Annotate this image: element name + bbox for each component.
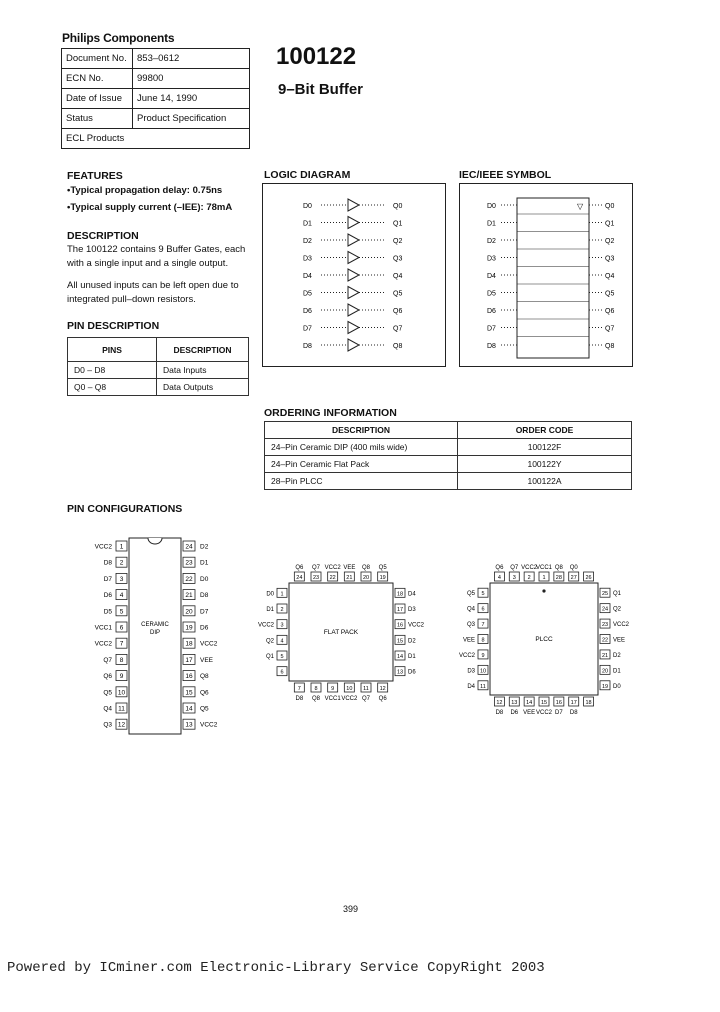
- pin-number: 9: [119, 673, 124, 681]
- input-label: D3: [487, 255, 496, 263]
- table-cell: 24–Pin Ceramic Flat Pack: [265, 456, 458, 473]
- table-header: ORDER CODE: [458, 422, 632, 439]
- output-label: Q3: [605, 255, 615, 263]
- pin-label: Q6: [378, 696, 387, 702]
- pin-label: D6: [200, 624, 209, 632]
- pin-number: 23: [185, 559, 193, 567]
- pin-number: 24: [296, 575, 303, 581]
- description-line: integrated pull–down resistors.: [67, 294, 196, 305]
- pin-label: D4: [467, 683, 475, 690]
- pin-number: 5: [481, 591, 485, 598]
- pin-label: Q7: [103, 656, 112, 664]
- output-label: Q6: [605, 308, 615, 315]
- pin-configurations-heading: PIN CONFIGURATIONS: [67, 503, 183, 515]
- pin-number: 17: [570, 700, 577, 706]
- table-cell: 100122F: [458, 439, 632, 456]
- pin-label: D0: [266, 591, 274, 598]
- pin-label: Q7: [510, 565, 519, 571]
- pin-label: Q2: [265, 638, 274, 645]
- pin-description-heading: PIN DESCRIPTION: [67, 320, 160, 332]
- pin-number: 21: [346, 575, 353, 581]
- pin-label: D3: [467, 668, 475, 675]
- pin-label: Q6: [103, 673, 112, 681]
- pin-label: Q5: [103, 689, 112, 697]
- pin-number: 7: [481, 622, 485, 629]
- pin-label: VCC2: [200, 721, 218, 729]
- package-label: PLCC: [535, 636, 553, 643]
- pin-number: 3: [119, 575, 124, 583]
- pin-label: Q8: [311, 696, 321, 702]
- input-label: D8: [487, 343, 496, 350]
- features-heading: FEATURES: [67, 170, 123, 182]
- pin-number: 18: [585, 700, 592, 706]
- pin-label: Q1: [265, 654, 274, 660]
- pin-number: 4: [497, 575, 501, 581]
- iec-symbol-svg: [460, 184, 632, 366]
- pin-label: Q2: [613, 606, 622, 613]
- pin-label: VCC2: [458, 652, 475, 659]
- pin-number: 26: [585, 575, 592, 581]
- pin-label: D8: [200, 592, 209, 600]
- pin-number: 8: [481, 637, 485, 644]
- pin-number: 3: [512, 575, 516, 581]
- pin-number: 9: [481, 652, 485, 659]
- pin-number: 13: [185, 721, 193, 729]
- pin-number: 23: [312, 575, 320, 581]
- pin-number: 7: [297, 686, 301, 692]
- pin-label: D8: [103, 559, 112, 567]
- buffer-gate: [348, 322, 359, 334]
- table-row: [265, 473, 632, 490]
- pin-number: 22: [185, 575, 193, 583]
- table-cell: Q0 – Q8: [68, 379, 157, 396]
- input-label: D6: [487, 308, 496, 315]
- table-cell: 28–Pin PLCC: [265, 473, 458, 490]
- pin-label: D1: [408, 654, 416, 660]
- iec-box: [517, 198, 589, 358]
- pin-label: Q8: [554, 565, 563, 571]
- table-cell: 99800: [133, 69, 250, 89]
- pin-number: 25: [601, 591, 609, 598]
- input-label: D7: [303, 325, 312, 333]
- pin-number: 7: [119, 640, 124, 648]
- pin-label: VCC2: [613, 622, 630, 629]
- pin-number: 4: [119, 592, 124, 600]
- pin-number: 20: [362, 575, 370, 581]
- pin-number: 10: [117, 689, 126, 697]
- input-label: D5: [303, 290, 312, 298]
- footer-copyright: Powered by ICminer.com Electronic-Library Service CopyRight 2003: [7, 960, 545, 976]
- feature-item: •Typical supply current (–IEE): 78mA: [67, 202, 233, 213]
- buffer-gate: [348, 199, 359, 211]
- pin-label: D3: [408, 607, 416, 613]
- part-number: 100122: [276, 43, 357, 70]
- output-label: Q0: [605, 203, 615, 210]
- pin-label: VEE: [343, 565, 356, 571]
- dip-package-diagram: [80, 530, 230, 740]
- buffer-gate: [348, 304, 359, 316]
- pin-label: VEE: [613, 637, 626, 644]
- output-label: Q8: [605, 343, 615, 350]
- ordering-table: [264, 421, 632, 490]
- table-row: [62, 69, 250, 89]
- pin-number: 3: [280, 622, 284, 629]
- document-info-table: [61, 48, 250, 149]
- buffer-gate: [348, 287, 359, 299]
- table-cell: June 14, 1990: [133, 89, 250, 109]
- pin-label: D8: [295, 696, 304, 702]
- pin-number: 6: [481, 606, 485, 613]
- pin-label: VCC1: [94, 624, 112, 632]
- pin-number: 1: [119, 543, 124, 551]
- input-label: D1: [303, 220, 312, 228]
- pin-label: D1: [613, 668, 621, 675]
- input-label: D3: [303, 255, 312, 263]
- pin-label: VCC2: [408, 622, 425, 629]
- pin-number: 13: [396, 669, 404, 676]
- input-label: D8: [303, 343, 312, 350]
- pin-number: 11: [363, 686, 369, 692]
- output-label: Q5: [605, 290, 615, 298]
- pin-number: 5: [280, 654, 284, 660]
- pin-number: 19: [601, 683, 609, 690]
- output-label: Q2: [605, 238, 615, 245]
- pin-label: D1: [266, 607, 274, 613]
- pin-label: Q0: [569, 565, 578, 571]
- pin-number: 19: [379, 575, 386, 581]
- table-row: [265, 456, 632, 473]
- table-row: [62, 89, 250, 109]
- pin-number: 2: [280, 607, 284, 613]
- pin-number: 17: [396, 607, 404, 613]
- pin-number: 18: [185, 640, 193, 648]
- pin-number: 20: [185, 608, 193, 616]
- pin-number: 28: [555, 575, 562, 581]
- output-label: Q6: [393, 308, 403, 315]
- table-header: PINS: [68, 338, 157, 362]
- pin-number: 19: [185, 624, 193, 632]
- pin-number: 27: [570, 575, 577, 581]
- pin-number: 11: [118, 705, 125, 713]
- table-cell: Product Specification: [133, 109, 250, 129]
- pin-label: Q8: [200, 673, 209, 681]
- pin-number: 17: [185, 656, 193, 664]
- pin-number: 23: [601, 622, 609, 629]
- pin-number: 15: [396, 638, 404, 645]
- buffer-symbol-icon: ▽: [577, 202, 584, 211]
- table-row: [68, 379, 249, 396]
- pin-label: D6: [510, 710, 519, 716]
- pin-number: 16: [555, 700, 562, 706]
- table-cell: Status: [62, 109, 133, 129]
- input-label: D2: [303, 238, 312, 245]
- input-label: D2: [487, 238, 496, 245]
- table-cell: D0 – D8: [68, 362, 157, 379]
- table-cell: 853–0612: [133, 49, 250, 69]
- pin-label: Q4: [103, 705, 112, 713]
- pin-number: 14: [396, 654, 404, 660]
- company-name: Philips Components: [62, 31, 175, 45]
- pin-number: 1: [280, 591, 284, 598]
- pin-number: 12: [496, 700, 503, 706]
- pin1-marker-icon: [542, 589, 545, 592]
- output-label: Q7: [393, 325, 403, 333]
- logic-diagram-svg: [263, 184, 445, 366]
- pin-label: Q3: [103, 721, 112, 729]
- package-label: FLAT PACK: [323, 629, 359, 636]
- buffer-gate: [348, 339, 359, 351]
- pin-label: VCC2: [521, 565, 538, 571]
- output-label: Q1: [393, 220, 403, 228]
- table-cell: 100122Y: [458, 456, 632, 473]
- table-header: DESCRIPTION: [265, 422, 458, 439]
- pin-number: 15: [185, 689, 193, 697]
- pin-label: Q6: [495, 565, 504, 571]
- table-header: DESCRIPTION: [157, 338, 249, 362]
- pin-number: 6: [119, 624, 124, 632]
- pin-label: VCC2: [341, 696, 358, 702]
- pin-number: 22: [601, 637, 609, 644]
- description-heading: DESCRIPTION: [67, 230, 139, 242]
- pin-label: D0: [613, 683, 621, 690]
- dip-body: [129, 538, 181, 734]
- pin-number: 18: [396, 591, 404, 598]
- buffer-gate: [348, 217, 359, 229]
- pin-label: Q6: [200, 689, 209, 697]
- ordering-heading: ORDERING INFORMATION: [264, 407, 397, 419]
- pin-label: D6: [103, 592, 112, 600]
- description-line: All unused inputs can be left open due to: [67, 280, 239, 291]
- table-cell: Document No.: [62, 49, 133, 69]
- table-cell: ECL Products: [62, 129, 250, 149]
- output-label: Q4: [605, 273, 615, 280]
- pin-number: 12: [379, 686, 386, 692]
- pin-label: D0: [200, 575, 209, 583]
- pin-number: 11: [480, 683, 486, 690]
- pin-number: 12: [117, 721, 126, 729]
- table-row: [62, 49, 250, 69]
- pin-number: 10: [346, 686, 353, 692]
- pin-number: 8: [314, 686, 318, 692]
- output-label: Q5: [393, 290, 403, 298]
- iec-symbol-diagram: [459, 183, 633, 367]
- output-label: Q3: [393, 255, 403, 263]
- table-row: [265, 439, 632, 456]
- table-cell: Data Outputs: [157, 379, 249, 396]
- table-row: [62, 129, 250, 149]
- buffer-gate: [348, 234, 359, 246]
- output-label: Q0: [393, 203, 403, 210]
- pin-number: 6: [280, 669, 284, 676]
- pin-label: D2: [408, 638, 416, 645]
- page-number: 399: [343, 904, 359, 914]
- pin-number: 2: [527, 575, 531, 581]
- logic-diagram-heading: LOGIC DIAGRAM: [264, 169, 351, 181]
- dip-label: DIP: [149, 630, 161, 636]
- pin-label: VCC2: [200, 640, 218, 648]
- pin-label: D2: [613, 652, 621, 659]
- output-label: Q8: [393, 343, 403, 350]
- pin-number: 15: [540, 700, 548, 706]
- pin-label: Q3: [466, 622, 475, 629]
- pin-number: 16: [185, 673, 193, 681]
- pin-label: D2: [200, 543, 209, 551]
- table-row: [62, 109, 250, 129]
- pin-label: VCC1: [535, 565, 553, 571]
- pin-label: D7: [200, 608, 209, 616]
- input-label: D0: [487, 203, 496, 210]
- feature-item: •Typical propagation delay: 0.75ns: [67, 185, 223, 196]
- pin-label: VCC2: [535, 710, 553, 716]
- table-cell: 24–Pin Ceramic DIP (400 mils wide): [265, 439, 458, 456]
- pin-number: 21: [601, 652, 609, 659]
- pin-number: 22: [329, 575, 336, 581]
- output-label: Q2: [393, 238, 403, 245]
- pin-label: D7: [555, 710, 563, 716]
- pin-label: Q8: [361, 565, 371, 571]
- pin-number: 8: [119, 656, 124, 664]
- pin-number: 1: [542, 575, 546, 581]
- pin-label: Q7: [361, 696, 371, 702]
- buffer-gate: [348, 252, 359, 264]
- pin-number: 14: [185, 705, 193, 713]
- pin-label: D8: [495, 710, 504, 716]
- pin-label: VCC1: [324, 696, 341, 702]
- pin-label: D1: [200, 559, 209, 567]
- input-label: D7: [487, 325, 496, 333]
- dip-label: CERAMIC: [141, 622, 169, 628]
- input-label: D5: [487, 290, 496, 298]
- input-label: D0: [303, 203, 312, 210]
- pin-label: Q6: [295, 565, 304, 571]
- table-cell: 100122A: [458, 473, 632, 490]
- output-label: Q7: [605, 325, 615, 333]
- pin-label: VEE: [523, 710, 536, 716]
- input-label: D4: [487, 273, 496, 280]
- table-cell: Date of Issue: [62, 89, 133, 109]
- output-label: Q1: [605, 220, 615, 228]
- table-row: [68, 338, 249, 362]
- input-label: D4: [303, 273, 312, 280]
- pin-number: 2: [119, 559, 124, 567]
- table-row: [265, 422, 632, 439]
- pin-label: VEE: [462, 637, 475, 644]
- pin-number: 5: [119, 608, 124, 616]
- pin-label: VCC2: [324, 565, 341, 571]
- logic-diagram: [262, 183, 446, 367]
- pin-label: D8: [569, 710, 578, 716]
- page-title: 9–Bit Buffer: [278, 81, 364, 98]
- pin-number: 24: [601, 606, 609, 613]
- description-line: The 100122 contains 9 Buffer Gates, each: [67, 244, 246, 255]
- buffer-gate: [348, 269, 359, 281]
- pin-number: 20: [601, 668, 609, 675]
- description-line: with a single input and a single output.: [67, 258, 229, 269]
- pin-description-table: [67, 337, 249, 396]
- pin-label: Q4: [466, 606, 475, 613]
- input-label: D6: [303, 308, 312, 315]
- pin-number: 9: [331, 686, 335, 692]
- table-row: [68, 362, 249, 379]
- pin-label: VEE: [200, 656, 214, 664]
- plcc-package-diagram: [448, 552, 648, 730]
- flatpack-package-diagram: [255, 552, 435, 717]
- pin-number: 10: [479, 668, 487, 675]
- pin-label: VCC2: [94, 640, 112, 648]
- output-label: Q4: [393, 273, 403, 280]
- pin-number: 21: [185, 592, 193, 600]
- pin-label: D7: [103, 575, 112, 583]
- pin-label: Q5: [200, 705, 209, 713]
- pin-number: 4: [280, 638, 284, 645]
- pin-label: Q5: [378, 565, 387, 571]
- pin-number: 14: [526, 700, 533, 706]
- input-label: D1: [487, 220, 496, 228]
- pin-label: D4: [408, 591, 416, 598]
- pin-number: 24: [185, 543, 193, 551]
- pin-number: 13: [511, 700, 518, 706]
- pin-label: Q7: [311, 565, 321, 571]
- iec-symbol-heading: IEC/IEEE SYMBOL: [459, 169, 552, 181]
- pin-label: VCC2: [257, 622, 274, 629]
- pin-number: 16: [396, 622, 404, 629]
- table-cell: Data Inputs: [157, 362, 249, 379]
- pin-label: Q1: [613, 591, 622, 598]
- pin-label: VCC2: [94, 543, 112, 551]
- table-cell: ECN No.: [62, 69, 133, 89]
- pin-label: Q5: [466, 591, 475, 598]
- pin-label: D6: [408, 669, 416, 676]
- pin-label: D5: [103, 608, 112, 616]
